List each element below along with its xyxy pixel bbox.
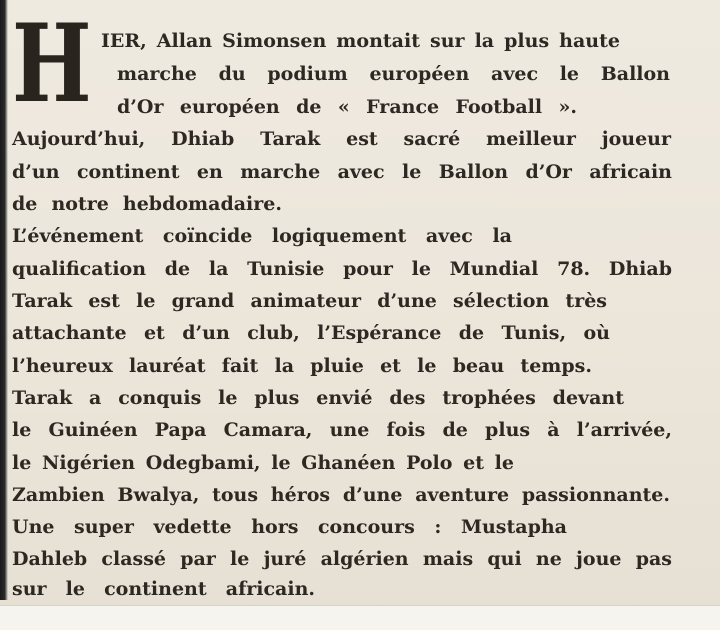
article-line: qualification de la Tunisie pour le Mundial 78. Dhiab [12, 258, 672, 280]
article-line: le Guinéen Papa Camara, une fois de plus à l’arrivée, [12, 419, 672, 441]
article-line: de notre hebdomadaire. [12, 193, 282, 215]
article-line: sur le continent africain. [12, 578, 315, 600]
article-line: le Nigérien Odegbami, le Ghanéen Polo et le [12, 452, 514, 474]
page-edge-shadow [0, 0, 8, 600]
article-line: Aujourd’hui, Dhiab Tarak est sacré meilleur joueur [12, 128, 671, 150]
article-line: d’un continent en marche avec le Ballon d’Or africain [12, 161, 672, 183]
article-line: l’heureux lauréat fait la pluie et le beau temps. [12, 355, 592, 377]
article-line: Tarak est le grand animateur d’une sélection très [12, 290, 607, 312]
article-line: d’Or européen de « France Football ». [117, 96, 577, 118]
article-line: marche du podium européen avec le Ballon [117, 63, 670, 85]
article-line: Tarak a conquis le plus envié des trophées devant [12, 387, 624, 409]
article-line: Zambien Bwalya, tous héros d’une aventure passionnante. [12, 484, 670, 506]
article-line: Dahleb classé par le juré algérien mais qui ne joue pas [12, 548, 672, 570]
drop-cap: H [12, 1, 92, 127]
article-line: attachante et d’un club, l’Espérance de Tunis, où [12, 322, 610, 344]
article-line: Une super vedette hors concours : Mustapha [12, 516, 567, 538]
article-line: L’événement coïncide logiquement avec la [12, 225, 512, 247]
article-line: IER, Allan Simonsen montait sur la plus haute [101, 30, 620, 52]
page-bottom-margin [0, 605, 720, 630]
